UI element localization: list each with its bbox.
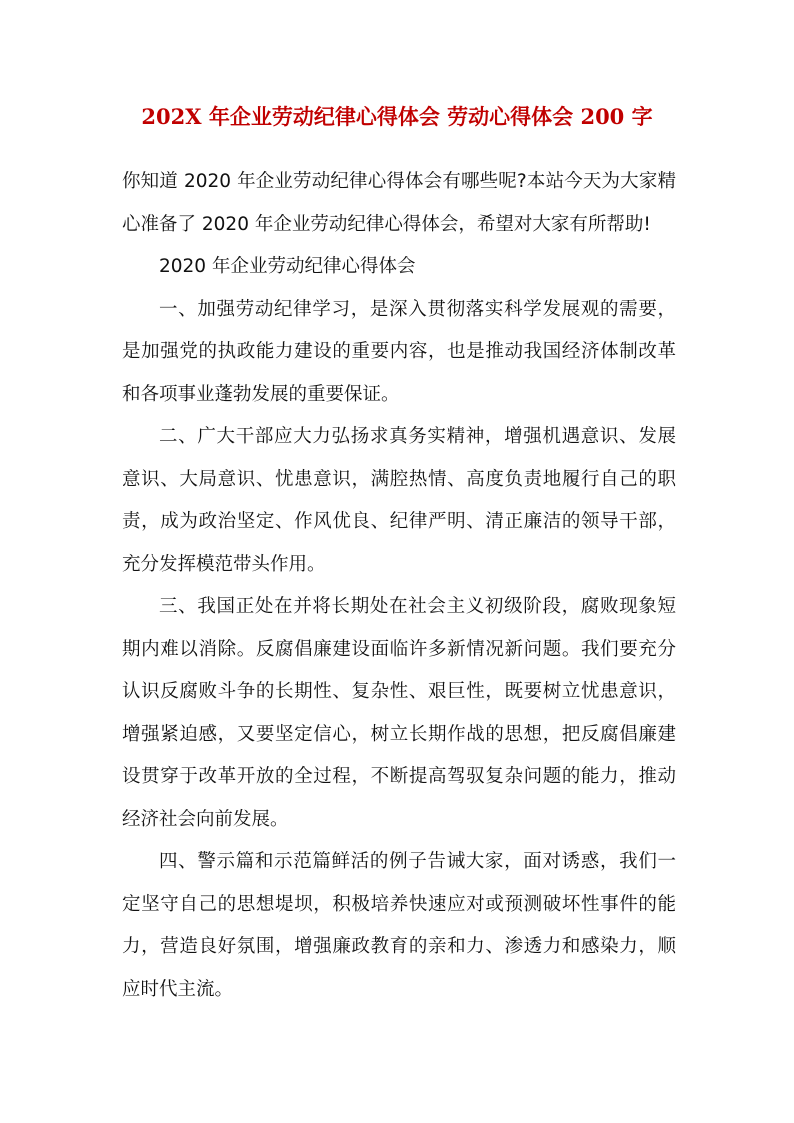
intro-paragraph: 你知道 2020 年企业劳动纪律心得体会有哪些呢?本站今天为大家精心准备了 2020 年企业劳动纪律心得体会，希望对大家有所帮助! (122, 171, 676, 235)
paragraph-one: 一、加强劳动纪律学习，是深入贯彻落实科学发展观的需要，是加强党的执政能力建设的重要内容，也是推动我国经济体制改革和各项事业蓬勃发展的重要保证。 (122, 298, 676, 405)
paragraph-three: 三、我国正处在并将长期处在社会主义初级阶段，腐败现象短期内难以消除。反腐倡廉建设面临许多新情况新问题。我们要充分认识反腐败斗争的长期性、复杂性、艰巨性，既要树立忧患意识，增强紧迫感，又要坚定信心，树立长期作战的思想，把反腐倡廉建设贯穿于改革开放的全过程，不断提高驾驭复杂问题的能力，推动经济社会向前发展。 (122, 596, 676, 830)
paragraph-two: 二、广大干部应大力弘扬求真务实精神，增强机遇意识、发展意识、大局意识、忧患意识，满腔热情、高度负责地履行自己的职责，成为政治坚定、作风优良、纪律严明、清正廉洁的领导干部，充分发挥模范带头作用。 (122, 426, 676, 575)
document-body (122, 161, 676, 1011)
paragraph-four: 四、警示篇和示范篇鲜活的例子告诫大家，面对诱惑，我们一定坚守自己的思想堤坝，积极培养快速应对或预测破坏性事件的能力，营造良好氛围，增强廉政教育的亲和力、渗透力和感染力，顺应时代主流。 (122, 851, 676, 1000)
section-heading: 2020 年企业劳动纪律心得体会 (159, 256, 416, 277)
document-title: 202X 年企业劳动纪律心得体会 劳动心得体会 200 字 (141, 104, 653, 129)
